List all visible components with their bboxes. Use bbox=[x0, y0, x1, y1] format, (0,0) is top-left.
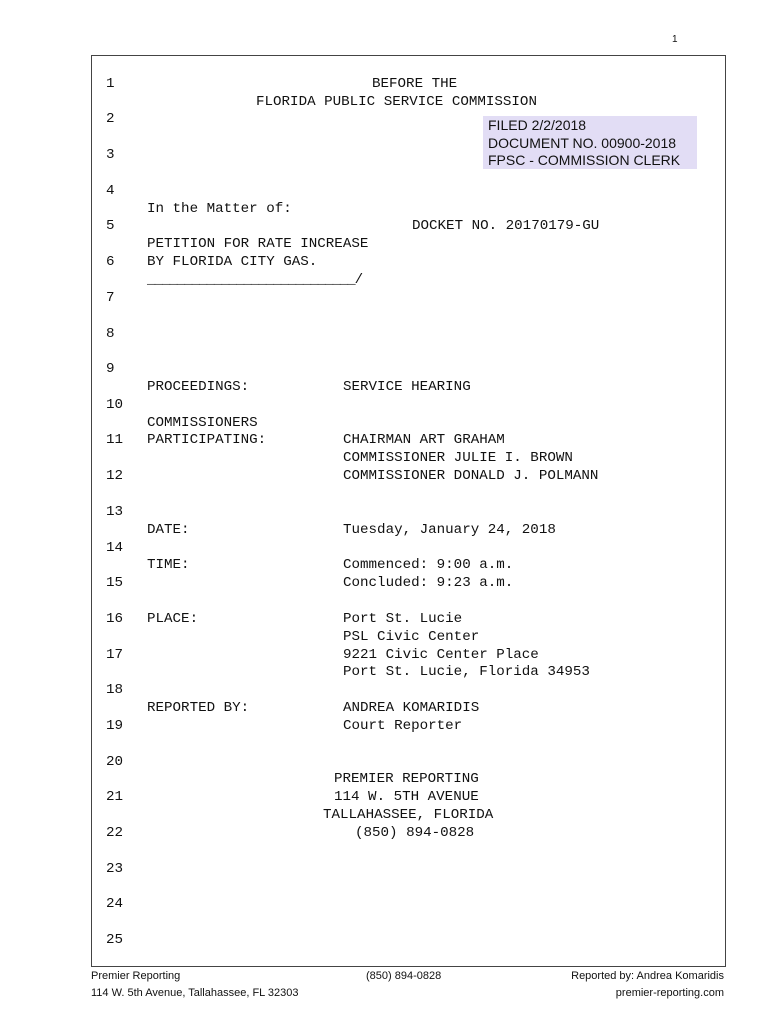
line-number: 1 bbox=[106, 76, 115, 92]
line-number: 15 bbox=[106, 575, 124, 591]
time-concluded: Concluded: 9:23 a.m. bbox=[343, 575, 514, 591]
line-number: 25 bbox=[106, 932, 124, 948]
footer-company: Premier Reporting bbox=[91, 970, 181, 982]
line-number: 9 bbox=[106, 361, 115, 377]
line-number: 7 bbox=[106, 290, 115, 306]
footer-phone: (850) 894-0828 bbox=[366, 970, 442, 982]
line-number: 17 bbox=[106, 647, 124, 663]
line-number: 5 bbox=[106, 218, 115, 234]
line-number: 13 bbox=[106, 504, 124, 520]
caption-commission-name: FLORIDA PUBLIC SERVICE COMMISSION bbox=[256, 94, 537, 110]
firm-city: TALLAHASSEE, FLORIDA bbox=[323, 807, 494, 823]
line-number: 8 bbox=[106, 326, 115, 342]
commissioner-name: COMMISSIONER JULIE I. BROWN bbox=[343, 450, 573, 466]
commissioners-label-2: PARTICIPATING: bbox=[147, 432, 267, 448]
date-value: Tuesday, January 24, 2018 bbox=[343, 522, 556, 538]
place-line: 9221 Civic Center Place bbox=[343, 647, 539, 663]
line-number: 12 bbox=[106, 468, 124, 484]
date-label: DATE: bbox=[147, 522, 190, 538]
footer-address: 114 W. 5th Avenue, Tallahassee, FL 32303 bbox=[91, 987, 299, 999]
matter-intro: In the Matter of: bbox=[147, 201, 292, 217]
line-number: 18 bbox=[106, 682, 124, 698]
filing-stamp bbox=[483, 116, 697, 169]
place-line: Port St. Lucie bbox=[343, 611, 463, 627]
line-number: 4 bbox=[106, 183, 115, 199]
reporter-name: ANDREA KOMARIDIS bbox=[343, 700, 480, 716]
stamp-document-number: DOCUMENT NO. 00900-2018 bbox=[488, 134, 677, 151]
line-number: 21 bbox=[106, 789, 124, 805]
place-label: PLACE: bbox=[147, 611, 199, 627]
caption-signature-rule: ____________________________/ bbox=[147, 272, 363, 288]
stamp-commission-clerk: FPSC - COMMISSION CLERK bbox=[488, 152, 681, 168]
page-number: 1 bbox=[672, 34, 678, 45]
commissioner-name: CHAIRMAN ART GRAHAM bbox=[343, 432, 505, 448]
line-number: 19 bbox=[106, 718, 124, 734]
line-number: 2 bbox=[106, 111, 115, 127]
commissioner-name: COMMISSIONER DONALD J. POLMANN bbox=[343, 468, 599, 484]
stamp-filed-date: FILED 2/2/2018 bbox=[488, 117, 587, 133]
footer-reported-by: Reported by: Andrea Komaridis bbox=[571, 970, 724, 982]
line-number: 24 bbox=[106, 896, 124, 912]
reporter-title: Court Reporter bbox=[343, 718, 463, 734]
line-number: 6 bbox=[106, 254, 115, 270]
line-number: 23 bbox=[106, 861, 124, 877]
line-number: 14 bbox=[106, 540, 124, 556]
line-number: 22 bbox=[106, 825, 124, 841]
time-commenced: Commenced: 9:00 a.m. bbox=[343, 557, 514, 573]
line-number: 11 bbox=[106, 432, 124, 448]
time-label: TIME: bbox=[147, 557, 190, 573]
firm-street: 114 W. 5TH AVENUE bbox=[334, 789, 479, 805]
commissioners-label-1: COMMISSIONERS bbox=[147, 415, 258, 431]
firm-phone: (850) 894-0828 bbox=[355, 825, 475, 841]
docket-number: DOCKET NO. 20170179-GU bbox=[412, 218, 600, 234]
proceedings-label: PROCEEDINGS: bbox=[147, 379, 250, 395]
line-number: 20 bbox=[106, 754, 124, 770]
caption-before-the: BEFORE THE bbox=[372, 76, 458, 92]
footer-website: premier-reporting.com bbox=[615, 987, 724, 999]
petition-line-2: BY FLORIDA CITY GAS. bbox=[147, 254, 318, 270]
line-number: 10 bbox=[106, 397, 124, 413]
reported-by-label: REPORTED BY: bbox=[147, 700, 250, 716]
firm-name: PREMIER REPORTING bbox=[334, 771, 479, 787]
place-line: Port St. Lucie, Florida 34953 bbox=[343, 664, 590, 680]
petition-line-1: PETITION FOR RATE INCREASE bbox=[147, 236, 369, 252]
place-line: PSL Civic Center bbox=[343, 629, 480, 645]
line-number: 3 bbox=[106, 147, 115, 163]
proceedings-value: SERVICE HEARING bbox=[343, 379, 471, 395]
line-number: 16 bbox=[106, 611, 124, 627]
